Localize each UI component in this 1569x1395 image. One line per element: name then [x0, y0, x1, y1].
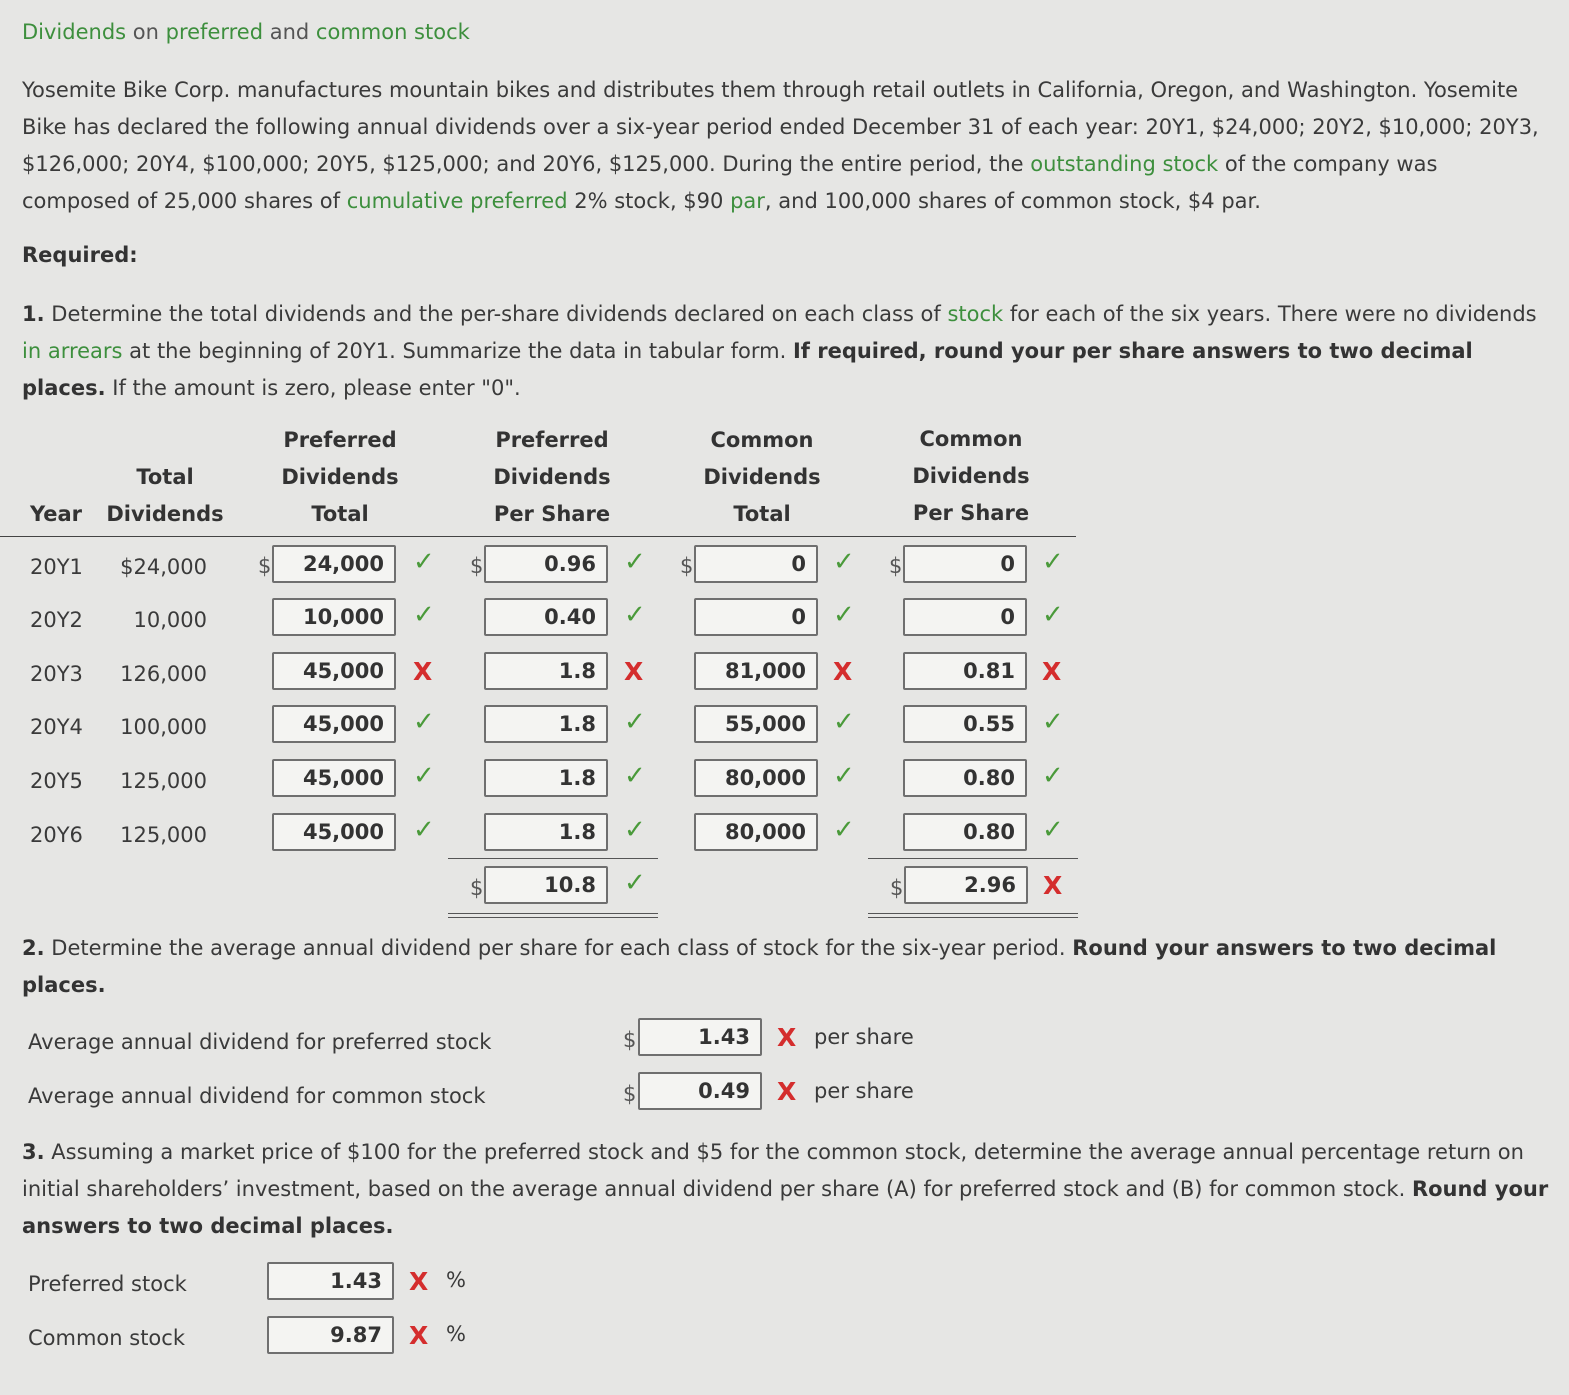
row-year: 20Y2 [30, 608, 83, 632]
row-com-ps-input[interactable]: 0 [903, 545, 1027, 583]
header-common-total [692, 422, 832, 533]
header-line: Dividends [106, 502, 224, 526]
header-line: Common [710, 428, 814, 452]
avg-common-input[interactable]: 0.49 [638, 1072, 762, 1110]
header-line: Per Share [493, 502, 611, 526]
preferred-return-input[interactable]: 1.43 [267, 1262, 394, 1300]
row-total-dividends: $24,000 [120, 555, 207, 579]
header-divider [0, 536, 1076, 537]
row-year: 20Y1 [30, 555, 83, 579]
row-total-dividends: 100,000 [120, 715, 207, 739]
header-line: Preferred [283, 428, 397, 452]
unit-label: per share [814, 1079, 914, 1103]
double-rule [448, 913, 658, 914]
question-2 [22, 930, 1552, 1004]
question-text: at the beginning of 20Y1. Summarize the data in tabular form. [122, 339, 793, 363]
common-return-label: Common stock [28, 1326, 185, 1350]
row-total-dividends: 10,000 [133, 608, 207, 632]
cumulative-preferred-link[interactable]: cumulative preferred [346, 189, 568, 213]
intro-text: of the company was composed of 25,000 shares of [22, 152, 1438, 213]
row-com-total-input[interactable]: 81,000 [694, 652, 818, 690]
question-text: Determine the total dividends and the per-share dividends declared on each class of [44, 302, 948, 326]
correct-check-icon: ✓ [624, 707, 646, 737]
incorrect-x-icon: X [777, 1077, 797, 1106]
avg-common-label: Average annual dividend for common stock [28, 1084, 486, 1108]
total-rule [448, 858, 658, 859]
intro-paragraph [22, 72, 1552, 220]
currency-sign: $ [889, 554, 903, 578]
correct-check-icon: ✓ [624, 761, 646, 791]
par-link[interactable]: par [730, 189, 765, 213]
preferred-link[interactable]: preferred [165, 20, 264, 44]
row-pref-ps-input[interactable]: 0.40 [484, 598, 608, 636]
percent-label: % [446, 1268, 466, 1292]
correct-check-icon: ✓ [413, 600, 435, 630]
incorrect-x-icon: X [777, 1023, 797, 1052]
currency-sign: $ [258, 554, 272, 578]
incorrect-x-icon: X [409, 1321, 429, 1350]
correct-check-icon: ✓ [624, 547, 646, 577]
row-year: 20Y5 [30, 769, 83, 793]
header-common-per-share [896, 421, 1046, 532]
header-preferred-total [270, 422, 410, 533]
correct-check-icon: ✓ [413, 547, 435, 577]
stock-link[interactable]: stock [947, 302, 1004, 326]
header-line: Common [919, 427, 1023, 451]
question-number: 2. [22, 936, 45, 960]
intro-text: 2% stock, $90 [567, 189, 731, 213]
row-total-dividends: 125,000 [120, 769, 207, 793]
incorrect-x-icon: X [413, 657, 433, 686]
row-com-ps-input[interactable]: 0.55 [903, 705, 1027, 743]
avg-preferred-input[interactable]: 1.43 [638, 1018, 762, 1056]
required-heading: Required: [22, 243, 138, 267]
row-pref-ps-input[interactable]: 1.8 [484, 759, 608, 797]
question-text: Determine the average annual dividend per share for each class of stock for the six-year period. [44, 936, 1073, 960]
currency-sign: $ [623, 1082, 637, 1106]
correct-check-icon: ✓ [833, 547, 855, 577]
correct-check-icon: ✓ [1042, 761, 1064, 791]
row-com-total-input[interactable]: 80,000 [694, 813, 818, 851]
row-pref-total-input[interactable]: 10,000 [272, 598, 396, 636]
correct-check-icon: ✓ [833, 815, 855, 845]
row-com-ps-input[interactable]: 0 [903, 598, 1027, 636]
header-line: Preferred [495, 428, 609, 452]
row-pref-total-input[interactable]: 45,000 [272, 759, 396, 797]
header-line: Total [311, 502, 369, 526]
row-com-total-input[interactable]: 0 [694, 545, 818, 583]
correct-check-icon: ✓ [413, 815, 435, 845]
intro-text: Yosemite Bike Corp. manufactures mountain bikes and distributes them through retail outlets in California, Oregon, and Washington. Yosemite Bike has declared the following annual dividends over a six-year period ended December 31 of each year: 20Y1, $24,000; 20Y2, $10,000; 20Y3, $126,000; 20Y4, $100,000; 20Y5, $125,000; and 20Y6, $125,000. During the entire period, the [22, 78, 1539, 176]
percent-label: % [446, 1322, 466, 1346]
unit-label: per share [814, 1025, 914, 1049]
question-instruction: If required, round your per share answers to two decimal places. [22, 339, 1473, 400]
header-line: Per Share [912, 501, 1030, 525]
header-line: Total [733, 502, 791, 526]
correct-check-icon: ✓ [1042, 547, 1064, 577]
correct-check-icon: ✓ [1042, 600, 1064, 630]
header-year: Year [29, 502, 83, 526]
question-text: If the amount is zero, please enter "0". [105, 376, 521, 400]
header-line: Dividends [912, 464, 1030, 488]
question-instruction: Round your answers to two decimal places. [22, 936, 1497, 997]
dividends-link[interactable]: Dividends [22, 20, 127, 44]
row-year: 20Y6 [30, 823, 83, 847]
currency-sign: $ [890, 876, 904, 900]
correct-check-icon: ✓ [833, 707, 855, 737]
correct-check-icon: ✓ [833, 761, 855, 791]
common-per-share-total-input[interactable]: 2.96 [904, 866, 1028, 904]
row-pref-total-input[interactable]: 45,000 [272, 652, 396, 690]
row-pref-ps-input[interactable]: 1.8 [484, 813, 608, 851]
question-instruction: Round your answers to two decimal places. [22, 1177, 1549, 1238]
double-rule [868, 917, 1078, 918]
row-total-dividends: 126,000 [120, 662, 207, 686]
correct-check-icon: ✓ [413, 761, 435, 791]
header-line: Total [136, 465, 194, 489]
currency-sign: $ [470, 554, 484, 578]
title-text: on [126, 20, 166, 44]
page-title [22, 20, 470, 44]
header-line: Dividends [493, 465, 611, 489]
row-pref-ps-input[interactable]: 1.8 [484, 705, 608, 743]
avg-preferred-label: Average annual dividend for preferred stock [28, 1030, 492, 1054]
row-year: 20Y3 [30, 662, 83, 686]
row-pref-total-input[interactable]: 24,000 [272, 545, 396, 583]
question-text: for each of the six years. There were no dividends [1003, 302, 1537, 326]
row-com-total-input[interactable]: 55,000 [694, 705, 818, 743]
row-pref-ps-input[interactable]: 0.96 [484, 545, 608, 583]
row-pref-total-input[interactable]: 45,000 [272, 813, 396, 851]
header-total-dividends [100, 459, 230, 533]
correct-check-icon: ✓ [624, 815, 646, 845]
row-pref-ps-input[interactable]: 1.8 [484, 652, 608, 690]
row-total-dividends: 125,000 [120, 823, 207, 847]
question-1 [22, 296, 1552, 407]
question-number: 1. [22, 302, 45, 326]
header-line: Dividends [703, 465, 821, 489]
title-text: and [263, 20, 316, 44]
correct-check-icon: ✓ [624, 600, 646, 630]
intro-text: , and 100,000 shares of common stock, $4 par. [764, 189, 1261, 213]
row-pref-total-input[interactable]: 45,000 [272, 705, 396, 743]
currency-sign: $ [680, 554, 694, 578]
double-rule [448, 917, 658, 918]
row-com-total-input[interactable]: 0 [694, 598, 818, 636]
row-com-ps-input[interactable]: 0.80 [903, 813, 1027, 851]
correct-check-icon: ✓ [833, 600, 855, 630]
outstanding-stock-link[interactable]: outstanding stock [1030, 152, 1219, 176]
header-line: Dividends [281, 465, 399, 489]
in-arrears-link[interactable]: in arrears [22, 339, 123, 363]
common-return-input[interactable]: 9.87 [267, 1316, 394, 1354]
row-com-total-input[interactable]: 80,000 [694, 759, 818, 797]
preferred-return-label: Preferred stock [28, 1272, 187, 1296]
incorrect-x-icon: X [833, 657, 853, 686]
header-preferred-per-share [477, 422, 627, 533]
incorrect-x-icon: X [1043, 871, 1063, 900]
row-com-ps-input[interactable]: 0.81 [903, 652, 1027, 690]
correct-check-icon: ✓ [1042, 815, 1064, 845]
row-year: 20Y4 [30, 715, 83, 739]
currency-sign: $ [470, 876, 484, 900]
correct-check-icon: ✓ [413, 707, 435, 737]
question-number: 3. [22, 1140, 45, 1164]
double-rule [868, 913, 1078, 914]
incorrect-x-icon: X [409, 1267, 429, 1296]
correct-check-icon: ✓ [1042, 707, 1064, 737]
incorrect-x-icon: X [624, 657, 644, 686]
preferred-per-share-total-input[interactable]: 10.8 [484, 866, 608, 904]
currency-sign: $ [623, 1028, 637, 1052]
row-com-ps-input[interactable]: 0.80 [903, 759, 1027, 797]
correct-check-icon: ✓ [624, 868, 646, 898]
incorrect-x-icon: X [1042, 657, 1062, 686]
total-rule [868, 858, 1078, 859]
common-stock-link[interactable]: common stock [315, 20, 470, 44]
question-3 [22, 1134, 1552, 1245]
question-text: Assuming a market price of $100 for the preferred stock and $5 for the common stock, determine the average annual percentage return on initial shareholders’ investment, based on the average annual dividend per share (A) for preferred stock and (B) for common stock. [22, 1140, 1524, 1201]
